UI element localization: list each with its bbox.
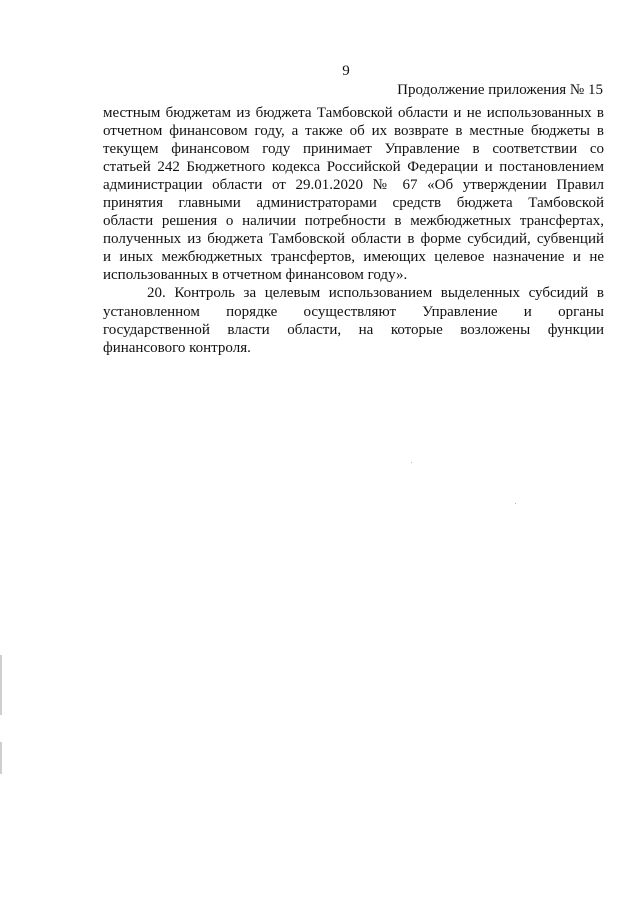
paragraph-continued <box>103 104 604 284</box>
text-line: принятия главными администраторами средств бюджета Тамбовской <box>103 195 604 212</box>
paragraph-20 <box>103 284 604 356</box>
scan-margin-mark <box>0 742 2 774</box>
scan-margin-mark <box>0 655 2 715</box>
document-body <box>103 104 604 357</box>
text-line: области решения о наличии потребности в межбюджетных трансфертах, <box>103 213 604 230</box>
text-line: 20. Контроль за целевым использованием выделенных субсидий в <box>147 285 604 302</box>
text-line: администрации области от 29.01.2020 № 67 «Об утверждении Правил <box>103 177 604 194</box>
text-line: и иных межбюджетных трансфертов, имеющих целевое назначение и не <box>103 249 604 266</box>
text-line: текущем финансовом году принимает Управление в соответствии со <box>103 141 604 158</box>
text-line: полученных из бюджета Тамбовской области в форме субсидий, субвенций <box>103 231 604 248</box>
text-line: использованных в отчетном финансовом году». <box>103 267 408 284</box>
text-line: местным бюджетам из бюджета Тамбовской области и не использованных в <box>103 105 604 121</box>
text-line: отчетном финансовом году, а также об их возврате в местные бюджеты в <box>103 123 604 140</box>
text-line: государственной власти области, на которые возложены функции <box>103 321 604 338</box>
text-line: финансового контроля. <box>103 339 251 356</box>
scan-speck <box>515 503 516 504</box>
text-line: установленном порядке осуществляют Управление и органы <box>103 303 604 320</box>
page-number: 9 <box>342 63 350 79</box>
scan-speck <box>411 462 412 463</box>
appendix-continuation-label: Продолжение приложения № 15 <box>397 82 603 98</box>
text-line: статьей 242 Бюджетного кодекса Российской Федерации и постановлением <box>103 159 604 176</box>
